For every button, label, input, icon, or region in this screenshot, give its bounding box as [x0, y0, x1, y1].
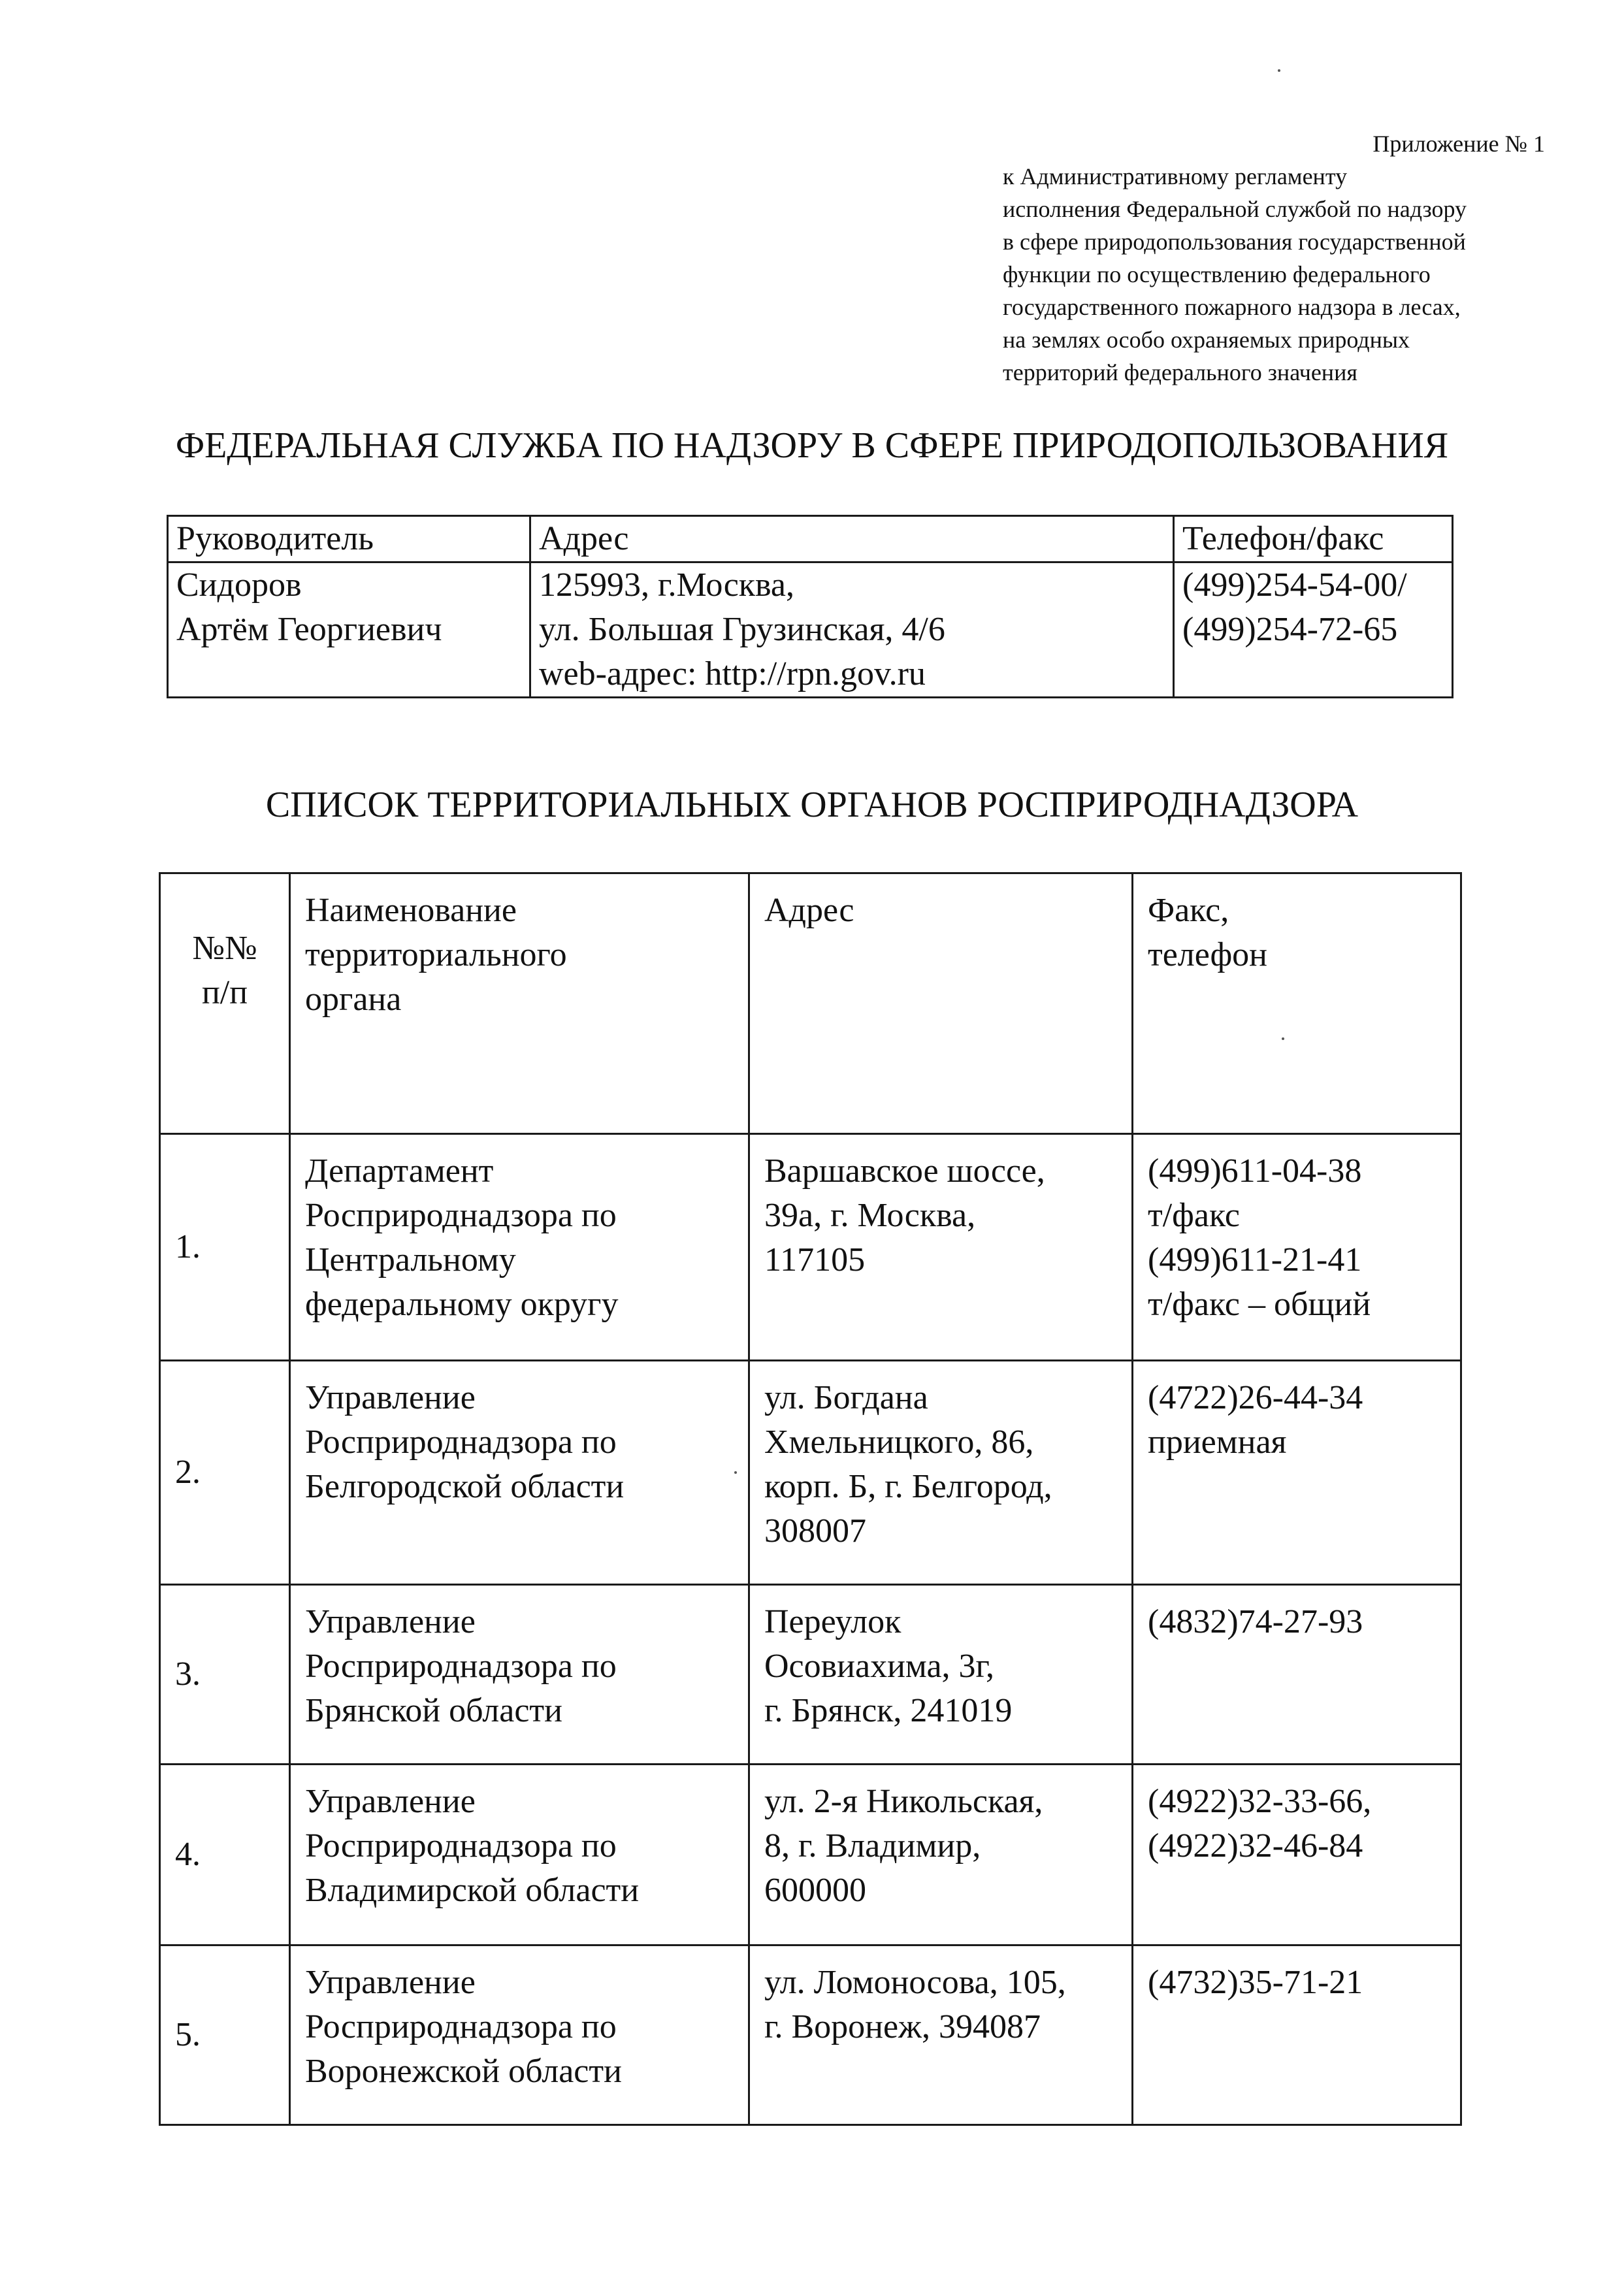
body-address: ул. Богдана Хмельницкого, 86, корп. Б, г. Белгород, 308007 — [749, 1361, 1133, 1585]
body-phone: (4922)32-33-66, (4922)32-46-84 — [1133, 1765, 1461, 1945]
table-row — [160, 1361, 1461, 1585]
agency-phone: (499)254-54-00/ (499)254-72-65 — [1174, 562, 1453, 698]
body-address: Переулок Осовиахима, 3г, г. Брянск, 241019 — [749, 1585, 1133, 1765]
header-cell-phone: Телефон/факс — [1174, 516, 1453, 562]
body-name: Управление Росприроднадзора по Владимирской области — [290, 1765, 749, 1945]
table-row — [160, 1765, 1461, 1945]
appendix-line: Приложение № 1 — [1372, 131, 1545, 157]
body-address: Варшавское шоссе, 39а, г. Москва, 117105 — [749, 1134, 1133, 1361]
header-cell-leader: Руководитель — [168, 516, 530, 562]
header-cell-phone: Факс, телефон — [1133, 873, 1461, 1134]
row-number: 2. — [160, 1361, 290, 1585]
body-phone: (4732)35-71-21 — [1133, 1945, 1461, 2125]
appendix-note — [1003, 127, 1545, 389]
table-header-row — [160, 873, 1461, 1134]
territorial-bodies-table — [159, 872, 1462, 2126]
appendix-line: в сфере природопользования государственной — [1003, 229, 1466, 255]
body-name: Управление Росприроднадзора по Брянской области — [290, 1585, 749, 1765]
body-address: ул. 2-я Никольская, 8, г. Владимир, 600000 — [749, 1765, 1133, 1945]
row-number: 5. — [160, 1945, 290, 2125]
body-name: Департамент Росприроднадзора по Центральному федеральному округу — [290, 1134, 749, 1361]
table-row — [160, 1945, 1461, 2125]
appendix-line: к Административному регламенту — [1003, 163, 1348, 189]
appendix-line: функции по осуществлению федерального — [1003, 261, 1431, 287]
table-row — [160, 1585, 1461, 1765]
row-number: 1. — [160, 1134, 290, 1361]
appendix-line: государственного пожарного надзора в лесах, — [1003, 294, 1461, 320]
body-phone: (499)611-04-38 т/факс (499)611-21-41 т/факс – общий — [1133, 1134, 1461, 1361]
body-name: Управление Росприроднадзора по Белгородской области — [290, 1361, 749, 1585]
row-number: 3. — [160, 1585, 290, 1765]
row-number: 4. — [160, 1765, 290, 1945]
body-phone: (4722)26-44-34 приемная — [1133, 1361, 1461, 1585]
body-address: ул. Ломоносова, 105, г. Воронеж, 394087 — [749, 1945, 1133, 2125]
appendix-line: территорий федерального значения — [1003, 359, 1357, 385]
agency-head-table — [167, 515, 1453, 698]
table-row — [168, 562, 1453, 698]
scan-speck — [1278, 69, 1280, 72]
body-name: Управление Росприроднадзора по Воронежской области — [290, 1945, 749, 2125]
appendix-line: исполнения Федеральной службой по надзору — [1003, 196, 1467, 222]
header-cell-number: №№ п/п — [160, 873, 290, 1134]
header-cell-address: Адрес — [530, 516, 1174, 562]
header-cell-address: Адрес — [749, 873, 1133, 1134]
appendix-line: на землях особо охраняемых природных — [1003, 327, 1410, 353]
list-title: СПИСОК ТЕРРИТОРИАЛЬНЫХ ОРГАНОВ РОСПРИРОДНАДЗОРА — [265, 785, 1359, 825]
table-header-row — [168, 516, 1453, 562]
leader-name: Сидоров Артём Георгиевич — [168, 562, 530, 698]
agency-address: 125993, г.Москва, ул. Большая Грузинская, 4/6 web-адрес: http://rpn.gov.ru — [530, 562, 1174, 698]
header-cell-name: Наименование территориального органа — [290, 873, 749, 1134]
agency-title: ФЕДЕРАЛЬНАЯ СЛУЖБА ПО НАДЗОРУ В СФЕРЕ ПРИРОДОПОЛЬЗОВАНИЯ — [175, 425, 1449, 466]
table-row — [160, 1134, 1461, 1361]
body-phone: (4832)74-27-93 — [1133, 1585, 1461, 1765]
